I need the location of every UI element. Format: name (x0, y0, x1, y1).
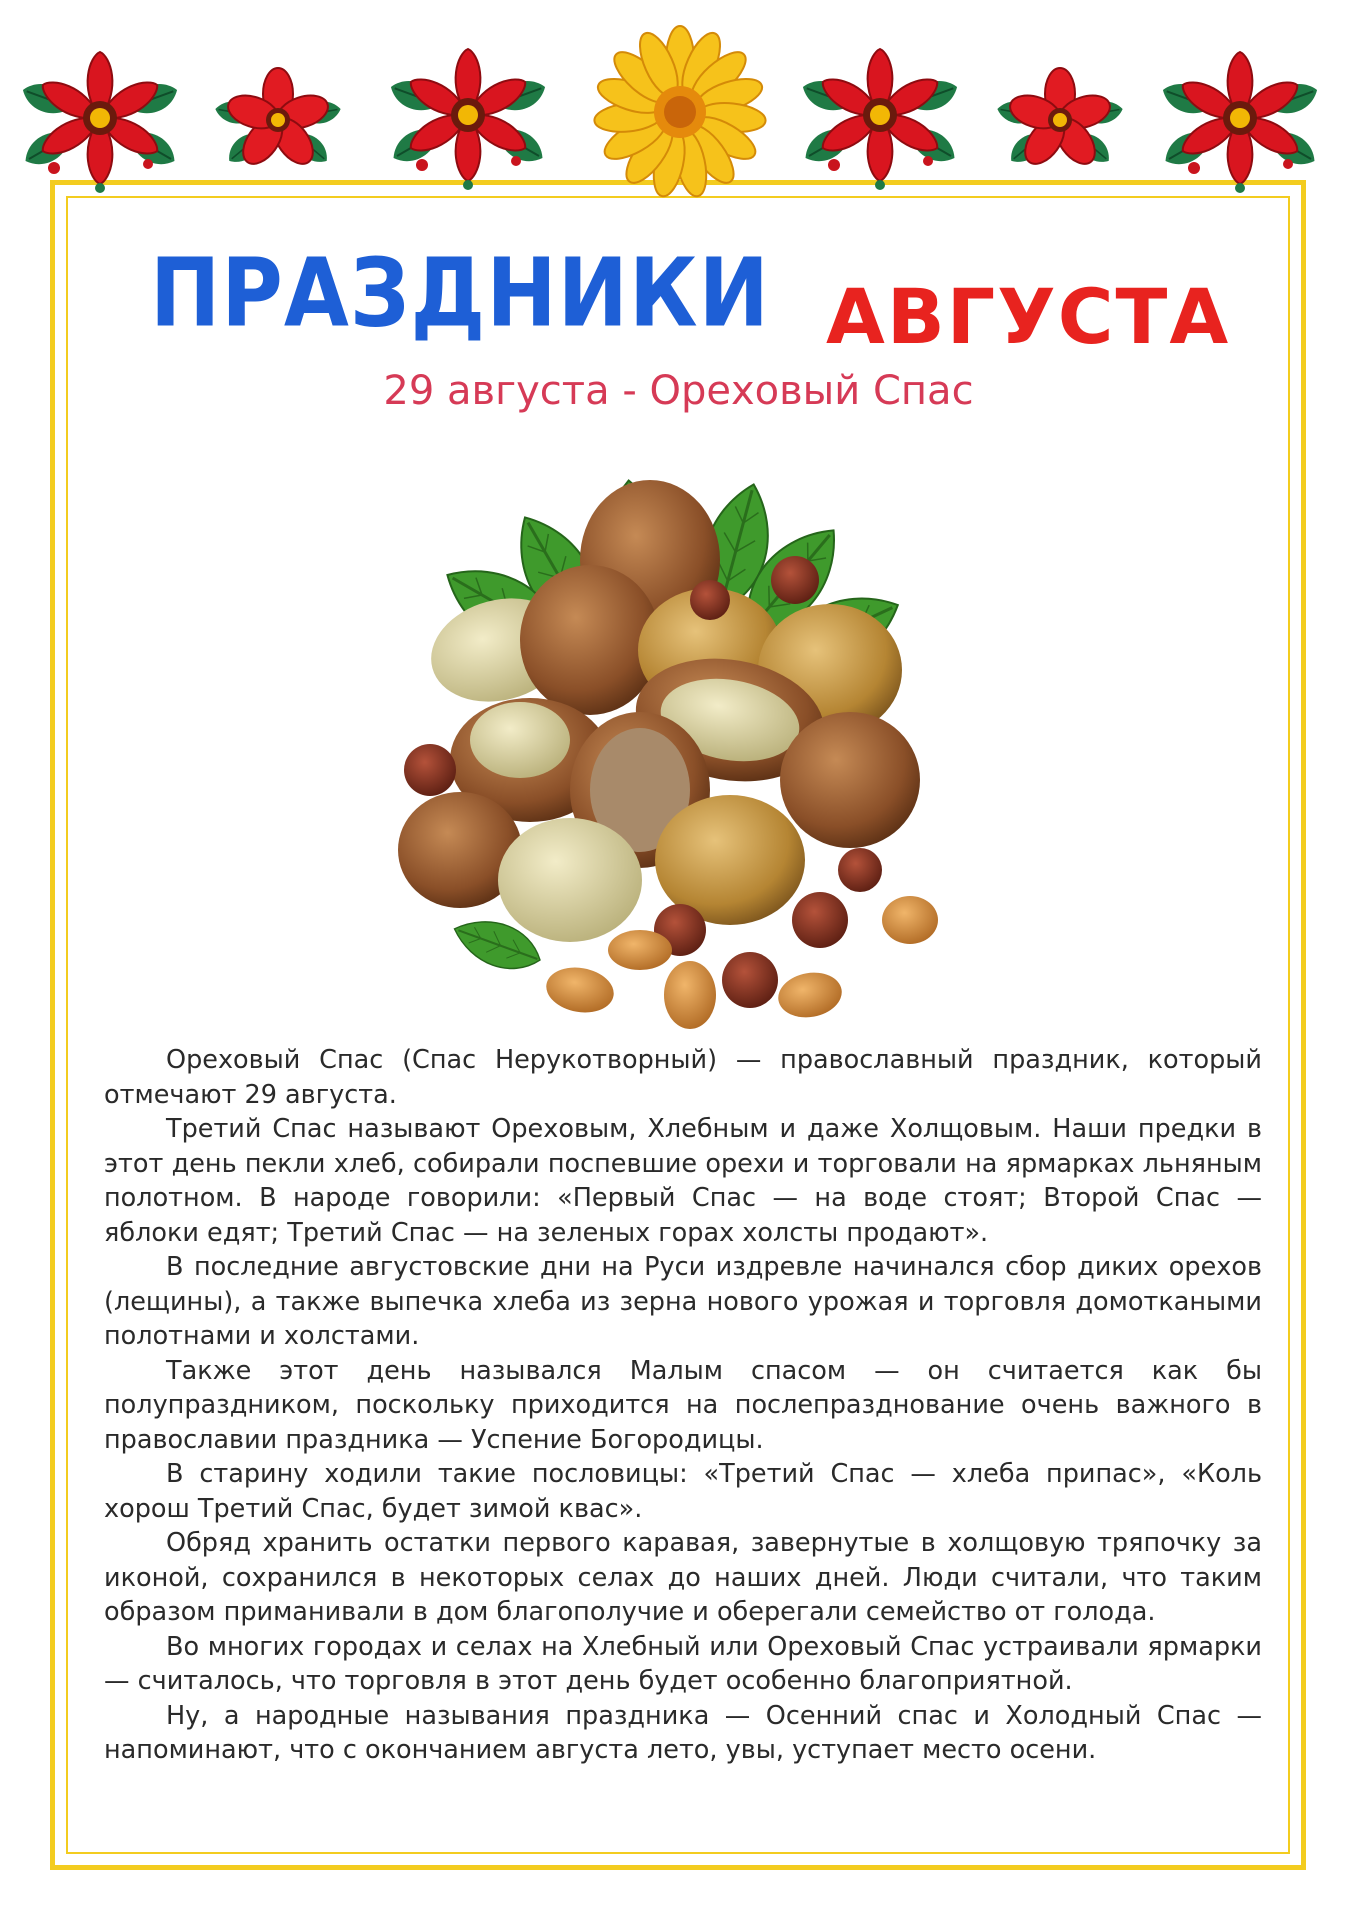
sunflower-icon (593, 26, 767, 199)
paragraph: Обряд хранить остатки первого каравая, завернутые в холщовую тряпочку за иконой, сохранился в некоторых селах до наших дней. Люди считали, что таким образом приманивали в дом благополучие и оберегали семейство от голода. (104, 1528, 1262, 1627)
page-subtitle: 29 августа - Ореховый Спас (383, 368, 974, 414)
paragraph: Также этот день назывался Малым спасом — он считается как бы полупраздником, поскольку приходится на послепразднование очень важного в православии праздника — Успение Богородицы. (104, 1355, 1262, 1455)
red-flowers-garland-icon (0, 0, 1357, 240)
article-body (104, 1043, 1262, 1768)
paragraph: Ну, а народные называния праздника — Осенний спас и Холодный Спас — напоминают, что с окончанием августа лето, увы, уступает место осени. (104, 1700, 1262, 1765)
paragraph: В старину ходили такие пословицы: «Третий Спас — хлеба припас», «Коль хорош Третий Спас, будет зимой квас». (104, 1459, 1262, 1524)
paragraph: Во многих городах и селах на Хлебный или Ореховый Спас устраивали ярмарки — считалось, что торговля в этот день будет особенно благоприятной. (104, 1631, 1262, 1696)
page-title-august: АВГУСТА (826, 272, 1231, 361)
paragraph: Ореховый Спас (Спас Нерукотворный) — православный праздник, который отмечают 29 августа. (104, 1045, 1262, 1110)
page-title-holidays: ПРАЗДНИКИ (150, 238, 770, 348)
paragraph: Третий Спас называют Ореховым, Хлебным и даже Холщовым. Наши предки в этот день пекли хлеб, собирали поспевшие орехи и торговали на ярмарках льняным полотном. В народе говорили: «Первый Спас — на воде стоят; Второй Спас — яблоки едят; Третий Спас — на зеленых горах холсты продают». (104, 1114, 1262, 1248)
nuts-and-leaves-illustration (390, 440, 1000, 1030)
paragraph: В последние августовские дни на Руси издревле начинался сбор диких орехов (лещины), а также выпечка хлеба из зерна нового урожая и торговля домоткаными полотнами и холстами. (104, 1252, 1262, 1351)
